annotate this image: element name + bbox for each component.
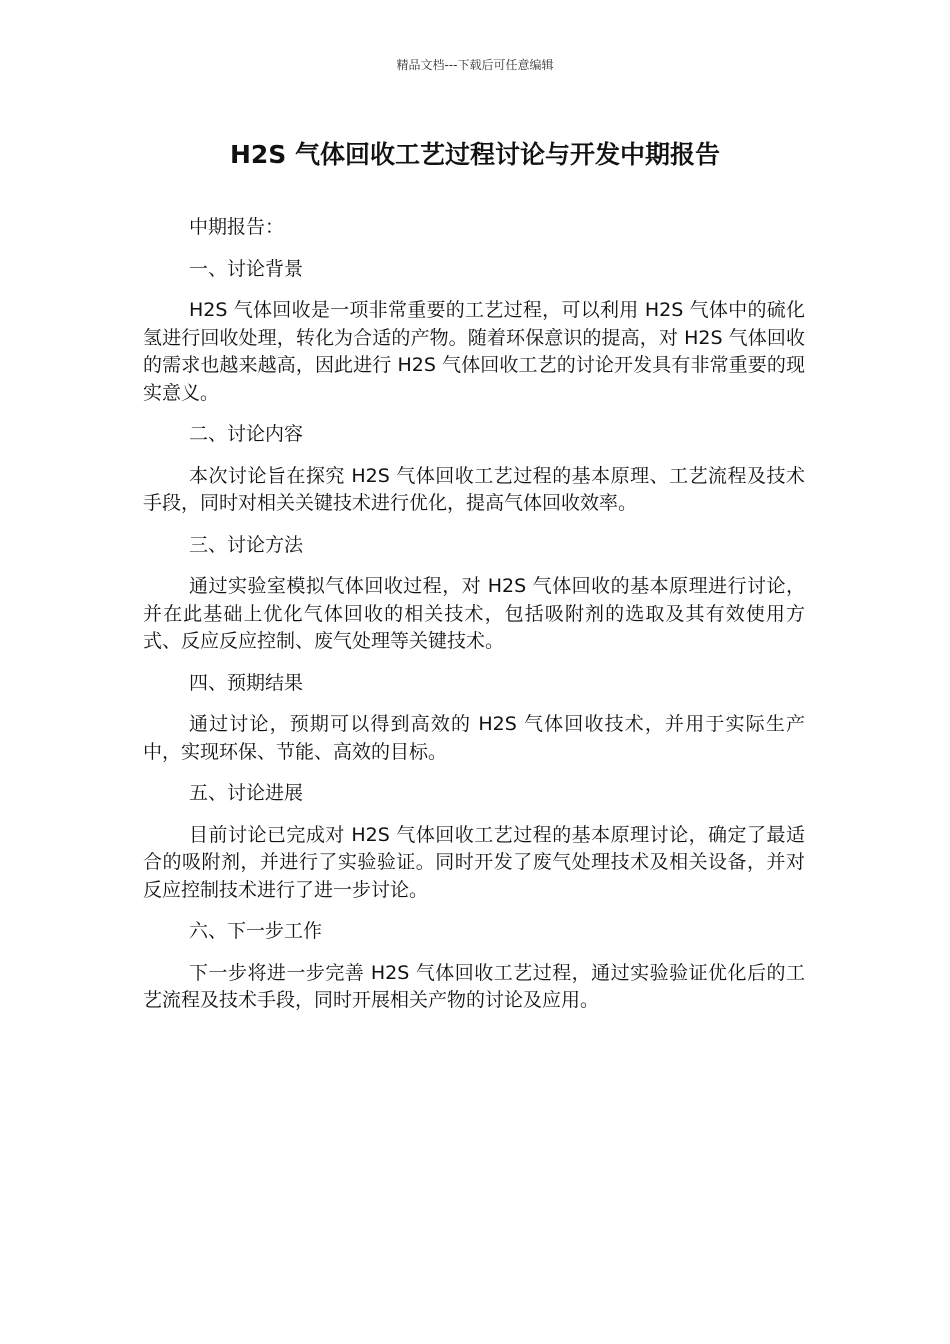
section-heading-content: 二、讨论内容 xyxy=(189,423,304,445)
section-body-content: 本次讨论旨在探究 H2S 气体回收工艺过程的基本原理、工艺流程及技术手段，同时对相关关键技术进行优化，提高气体回收效率。 xyxy=(143,464,805,514)
document-body xyxy=(143,214,805,1029)
section-heading-next-steps: 六、下一步工作 xyxy=(189,920,323,942)
section-body-next-steps: 下一步将进一步完善 H2S 气体回收工艺过程，通过实验验证优化后的工艺流程及技术手段，同时开展相关产物的讨论及应用。 xyxy=(143,961,805,1011)
section-body-progress: 目前讨论已完成对 H2S 气体回收工艺过程的基本原理讨论，确定了最适合的吸附剂，并进行了实验验证。同时开发了废气处理技术及相关设备，并对反应控制技术进行了进一步讨论。 xyxy=(143,823,805,901)
section-body-background: H2S 气体回收是一项非常重要的工艺过程，可以利用 H2S 气体中的硫化氢进行回收处理，转化为合适的产物。随着环保意识的提高，对 H2S 气体回收的需求也越来越高，因此进行 H2S 气体回收工艺的讨论开发具有非常重要的现实意义。 xyxy=(143,299,805,404)
document-title: H2S 气体回收工艺过程讨论与开发中期报告 xyxy=(229,140,721,169)
section-heading-method: 三、讨论方法 xyxy=(189,533,304,556)
section-heading-background: 一、讨论背景 xyxy=(189,257,304,280)
section-body-expected-results: 通过讨论，预期可以得到高效的 H2S 气体回收技术，并用于实际生产中，实现环保、节能、高效的目标。 xyxy=(143,713,805,763)
intro-label: 中期报告： xyxy=(189,216,285,238)
section-heading-expected-results: 四、预期结果 xyxy=(189,671,304,694)
section-heading-progress: 五、讨论进展 xyxy=(189,782,304,804)
section-body-method: 通过实验室模拟气体回收过程，对 H2S 气体回收的基本原理进行讨论，并在此基础上优化气体回收的相关技术，包括吸附剂的选取及其有效使用方式、反应反应控制、废气处理等关键技术。 xyxy=(143,575,805,652)
page-header-note: 精品文档---下载后可任意编辑 xyxy=(396,58,554,72)
